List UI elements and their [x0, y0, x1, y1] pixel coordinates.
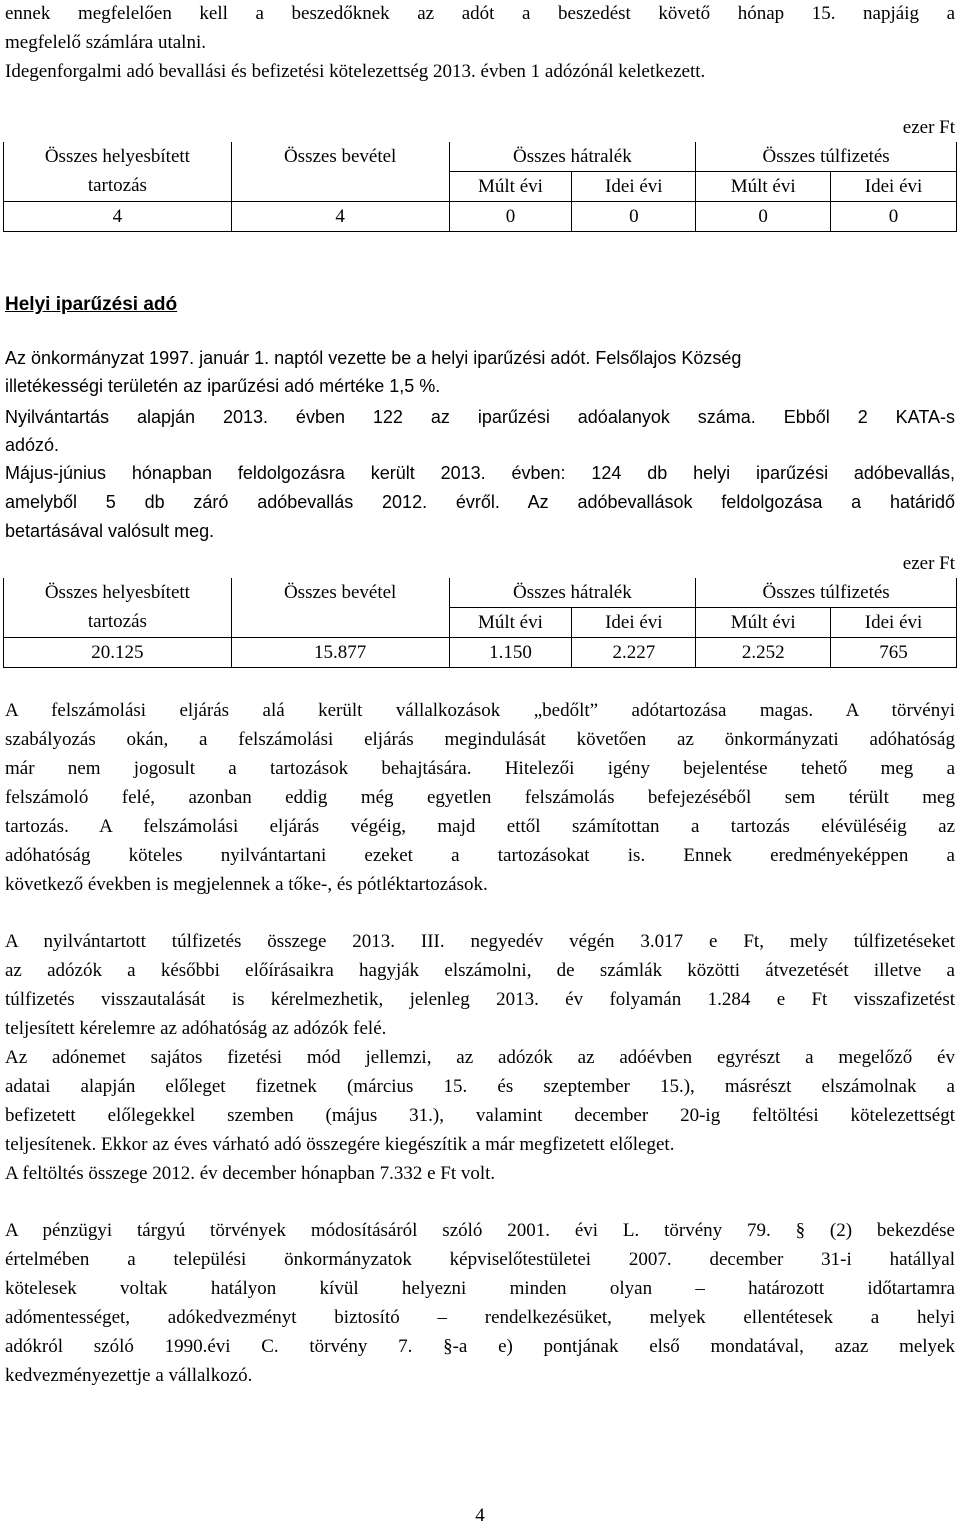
- cell-tulfizetes-idei-evi: 0: [831, 202, 957, 232]
- table-idegenforgalmi-ado: [3, 142, 957, 232]
- header-tulfizetes-idei-evi: Idei évi: [831, 608, 957, 638]
- section-p2-line-2: adózó.: [5, 435, 60, 455]
- cell-tulfizetes-mult-evi: 2.252: [696, 638, 831, 668]
- header-hatralek-idei-evi: Idei évi: [572, 608, 696, 638]
- para-a-line-5: tartozás. A felszámolási eljárás végéig, majd ettől számítottan a tartozás elévüléséig az: [5, 816, 955, 837]
- header-osszes-hatralek: Összes hátralék: [449, 142, 696, 172]
- para-c-line-1: A pénzügyi tárgyú törvények módosításáról szóló 2001. évi L. törvény 79. § (2) bekezdése: [5, 1220, 955, 1241]
- cell-osszes-bevetel: 4: [231, 202, 449, 232]
- table-row: [4, 202, 957, 232]
- header-osszes-tulfizetes: Összes túlfizetés: [696, 142, 957, 172]
- cell-hatralek-mult-evi: 1.150: [449, 638, 572, 668]
- cell-helyesbitett-tartozas: 4: [4, 202, 232, 232]
- para-c-line-5: adókról szóló 1990.évi C. törvény 7. §-a e) pontjának első mondatával, azaz melyek: [5, 1336, 955, 1357]
- para-b-line-2: az adózók a későbbi előírásaikra hagyják elszámolni, de számlák közötti átvezetését illetve a: [5, 960, 955, 981]
- cell-hatralek-mult-evi: 0: [449, 202, 572, 232]
- section-p1-line-1: Az önkormányzat 1997. január 1. naptól vezette be a helyi iparűzési adót. Felsőlajos Község: [5, 348, 742, 368]
- cell-tulfizetes-mult-evi: 0: [696, 202, 831, 232]
- section-heading: Helyi iparűzési adó: [5, 294, 178, 315]
- para-a-line-4: felszámoló felé, azonban eddig még egyetlen felszámolás befejezéséből sem térült meg: [5, 787, 955, 808]
- cell-tulfizetes-idei-evi: 765: [831, 638, 957, 668]
- para-b-line-4: teljesített kérelemre az adóhatóság az adózók felé.: [5, 1018, 387, 1039]
- table2-unit: ezer Ft: [902, 553, 955, 574]
- para-b-line-5: Az adónemet sajátos fizetési mód jellemzi, az adózók az adóévben egyrészt a megelőző év: [5, 1047, 955, 1068]
- header-tulfizetes-mult-evi: Múlt évi: [696, 608, 831, 638]
- header-tulfizetes-idei-evi: Idei évi: [831, 172, 957, 202]
- header-helyesbitett-tartozas: Összes helyesbített: [4, 578, 232, 608]
- para-a-line-1: A felszámolási eljárás alá került vállalkozások „bedőlt” adótartozása magas. A törvényi: [5, 700, 955, 721]
- para-b-line-3: túlfizetés visszautalását is kérelmezhetik, jelenleg 2013. év folyamán 1.284 e Ft visszafizetést: [5, 989, 955, 1010]
- para-b-line-1: A nyilvántartott túlfizetés összege 2013. III. negyedév végén 3.017 e Ft, mely túlfizetéseket: [5, 931, 955, 952]
- intro-line-2: megfelelő számlára utalni.: [5, 32, 206, 53]
- intro-line-1: ennek megfelelően kell a beszedőknek az adót a beszedést követő hónap 15. napjáig a: [5, 3, 955, 24]
- para-a-line-3: már nem jogosult a tartozások behajtására. Hitelezői igény bejelentése tehető meg a: [5, 758, 955, 779]
- intro-line-3: Idegenforgalmi adó bevallási és befizetési kötelezettség 2013. évben 1 adózónál keletkezett.: [5, 61, 706, 82]
- cell-helyesbitett-tartozas: 20.125: [4, 638, 232, 668]
- para-a-line-6: adóhatóság köteles nyilvántartani ezeket a tartozásokat is. Ennek eredményeképpen a: [5, 845, 955, 866]
- section-p3-line-3: betartásával valósult meg.: [5, 521, 215, 541]
- header-osszes-hatralek: Összes hátralék: [449, 578, 696, 608]
- section-p2-line-1: Nyilvántartás alapján 2013. évben 122 az iparűzési adóalanyok száma. Ebből 2 KATA-s: [5, 407, 955, 427]
- header-hatralek-mult-evi: Múlt évi: [449, 608, 572, 638]
- page-number: 4: [475, 1505, 485, 1526]
- para-c-line-4: adómentességet, adókedvezményt biztosító – rendelkezésüket, melyek ellentétesek a helyi: [5, 1307, 955, 1328]
- section-p3-line-2: amelyből 5 db záró adóbevallás 2012. évről. Az adóbevallások feldolgozása a határidő: [5, 492, 955, 512]
- header-hatralek-mult-evi: Múlt évi: [449, 172, 572, 202]
- para-b-line-6: adatai alapján előleget fizetnek (március 15. és szeptember 15.), másrészt elszámolnak a: [5, 1076, 955, 1097]
- cell-hatralek-idei-evi: 2.227: [572, 638, 696, 668]
- para-c-line-6: kedvezményezettje a vállalkozó.: [5, 1365, 253, 1386]
- para-c-line-3: kötelesek voltak hatályon kívül helyezni minden olyan – határozott időtartamra: [5, 1278, 955, 1299]
- header-tartozas: tartozás: [4, 608, 232, 638]
- header-osszes-bevetel: Összes bevétel: [231, 142, 449, 172]
- para-a-line-7: következő években is megjelennek a tőke-, és pótléktartozások.: [5, 874, 488, 895]
- cell-hatralek-idei-evi: 0: [572, 202, 696, 232]
- table-row: [4, 638, 957, 668]
- para-b-line-8: teljesítenek. Ekkor az éves várható adó összegére kiegészítik a már megfizetett előleget.: [5, 1134, 675, 1155]
- section-p1-line-2: illetékességi területén az iparűzési adó mértéke 1,5 %.: [5, 376, 441, 396]
- para-a-line-2: szabályozás okán, a felszámolási eljárás megindulását követően az önkormányzati adóhatóság: [5, 729, 955, 750]
- header-hatralek-idei-evi: Idei évi: [572, 172, 696, 202]
- header-osszes-tulfizetes: Összes túlfizetés: [696, 578, 957, 608]
- section-p3-line-1: Május-június hónapban feldolgozásra került 2013. évben: 124 db helyi iparűzési adóbevallás,: [5, 463, 955, 483]
- para-b-line-9: A feltöltés összege 2012. év december hónapban 7.332 e Ft volt.: [5, 1163, 496, 1184]
- para-c-line-2: értelmében a települési önkormányzatok képviselőtestületei 2007. december 31-i hatállyal: [5, 1249, 955, 1270]
- header-tulfizetes-mult-evi: Múlt évi: [696, 172, 831, 202]
- table1-unit: ezer Ft: [902, 117, 955, 138]
- cell-osszes-bevetel: 15.877: [231, 638, 449, 668]
- header-tartozas: tartozás: [4, 172, 232, 202]
- header-osszes-bevetel: Összes bevétel: [231, 578, 449, 608]
- table-iparuzesi-ado: [3, 578, 957, 668]
- para-b-line-7: befizetett előlegekkel szemben (május 31.), valamint december 20-ig feltöltési kötelezettségt: [5, 1105, 955, 1126]
- header-helyesbitett-tartozas: Összes helyesbített: [4, 142, 232, 172]
